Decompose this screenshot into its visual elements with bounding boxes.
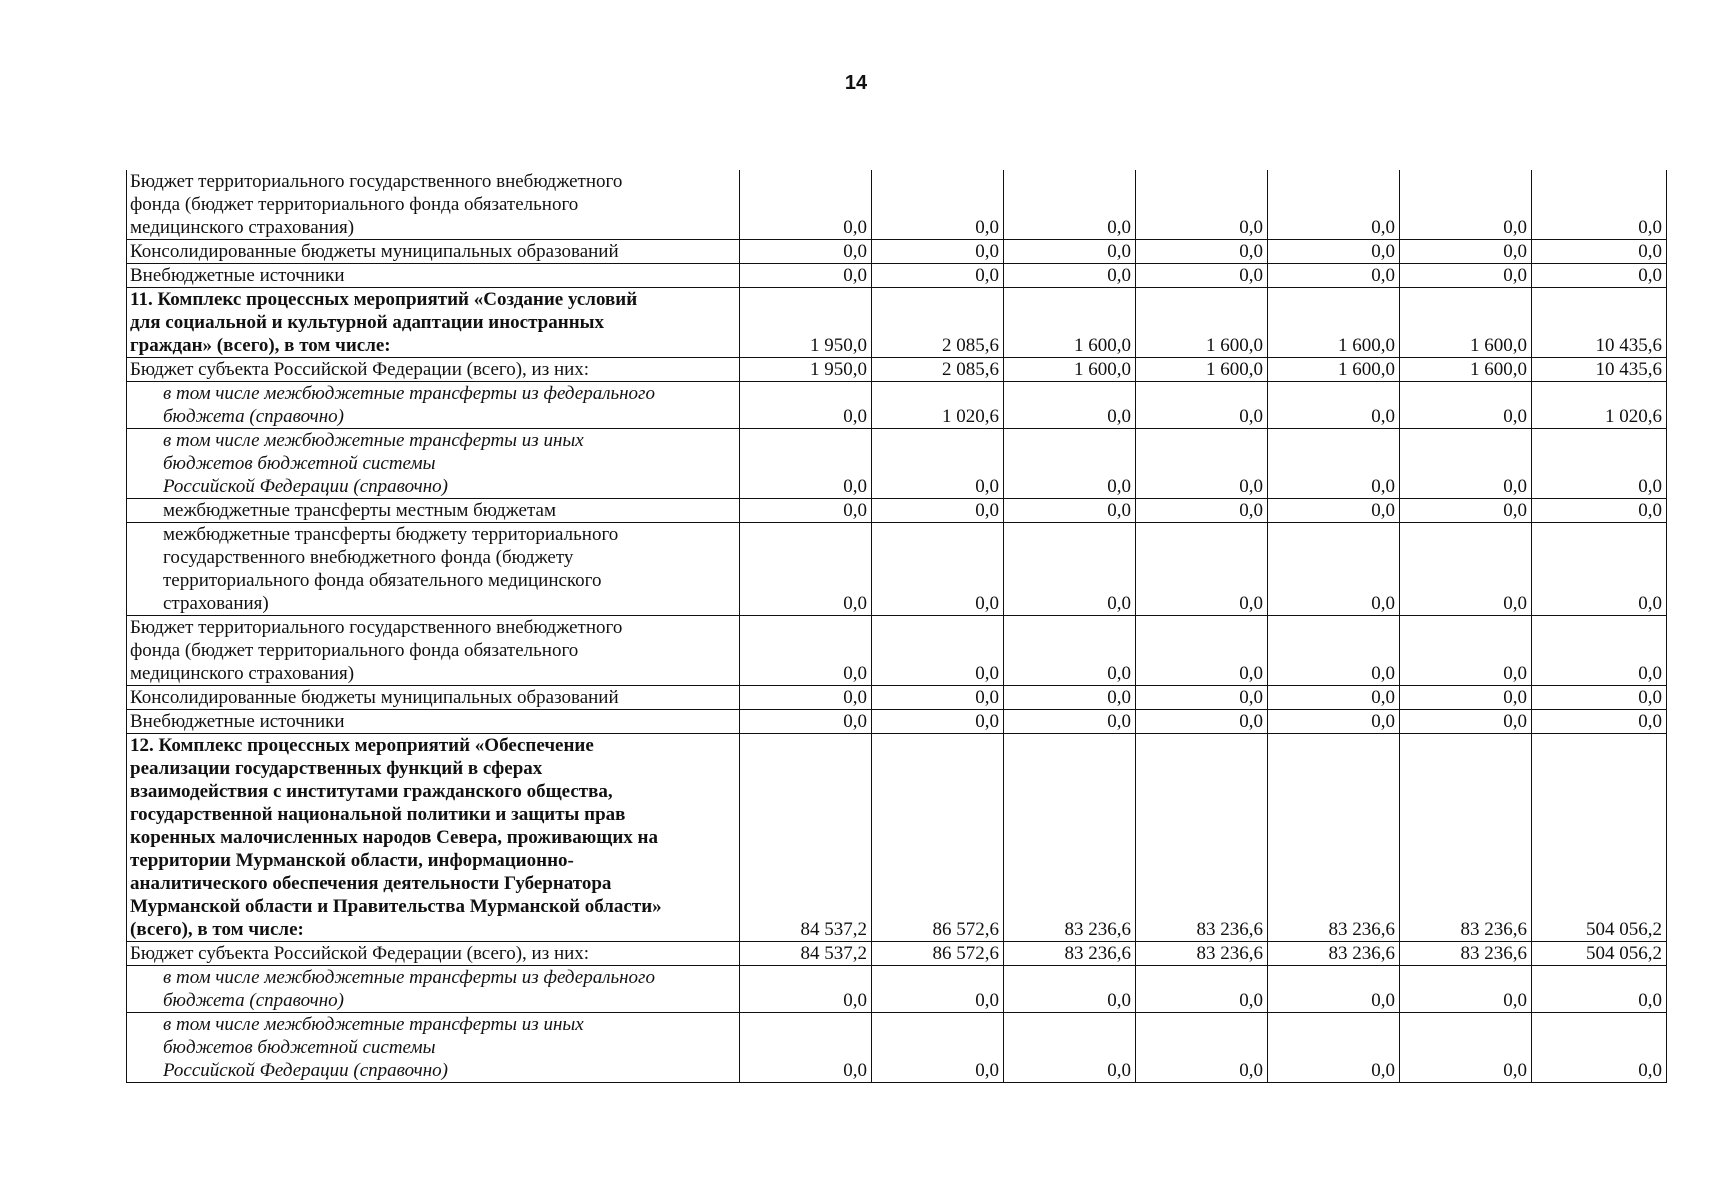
budget-table-body	[127, 170, 1667, 1083]
total-value-cell: 0,0	[1532, 616, 1667, 686]
year-value-cell: 0,0	[1136, 966, 1268, 1013]
total-value-cell: 0,0	[1532, 499, 1667, 523]
row-label-cell	[127, 264, 740, 288]
row-label-line: 11. Комплекс процессных мероприятий «Создание условий	[130, 289, 638, 310]
year-value-cell: 0,0	[1136, 616, 1268, 686]
row-label-cell	[127, 358, 740, 382]
year-value-cell: 0,0	[1004, 966, 1136, 1013]
year-value-cell: 0,0	[1400, 686, 1532, 710]
year-value-cell: 0,0	[872, 264, 1004, 288]
table-row	[127, 170, 1667, 240]
row-label-line: Бюджет территориального государственного внебюджетного	[130, 617, 623, 638]
row-label-line: взаимодействия с институтами гражданского общества,	[130, 781, 613, 802]
total-value-cell: 0,0	[1532, 170, 1667, 240]
row-label-line: Мурманской области и Правительства Мурманской области»	[130, 896, 662, 917]
row-label-line: Бюджет территориального государственного внебюджетного	[130, 171, 623, 192]
year-value-cell: 0,0	[872, 966, 1004, 1013]
year-value-cell: 1 600,0	[1400, 358, 1532, 382]
year-value-cell: 0,0	[1136, 382, 1268, 429]
row-label-cell	[127, 429, 740, 499]
year-value-cell: 0,0	[740, 429, 872, 499]
year-value-cell: 0,0	[872, 1013, 1004, 1083]
year-value-cell: 0,0	[740, 710, 872, 734]
row-label-cell	[127, 288, 740, 358]
row-label-line: для социальной и культурной адаптации иностранных	[130, 312, 604, 333]
table-row	[127, 429, 1667, 499]
row-label-line: медицинского страхования)	[130, 217, 355, 238]
year-value-cell: 0,0	[1136, 240, 1268, 264]
table-row	[127, 499, 1667, 523]
year-value-cell: 84 537,2	[740, 734, 872, 942]
total-value-cell: 10 435,6	[1532, 288, 1667, 358]
year-value-cell: 83 236,6	[1004, 942, 1136, 966]
row-label-line: в том числе межбюджетные трансферты из иных	[163, 430, 584, 451]
row-label-line: аналитического обеспечения деятельности Губернатора	[130, 873, 612, 894]
table-row	[127, 264, 1667, 288]
year-value-cell: 0,0	[872, 240, 1004, 264]
year-value-cell: 0,0	[740, 1013, 872, 1083]
year-value-cell: 0,0	[1268, 264, 1400, 288]
year-value-cell: 0,0	[872, 429, 1004, 499]
total-value-cell: 1 020,6	[1532, 382, 1667, 429]
year-value-cell: 0,0	[740, 966, 872, 1013]
year-value-cell: 0,0	[1136, 523, 1268, 616]
year-value-cell: 0,0	[1268, 523, 1400, 616]
year-value-cell: 83 236,6	[1136, 942, 1268, 966]
total-value-cell: 0,0	[1532, 240, 1667, 264]
year-value-cell: 0,0	[1004, 429, 1136, 499]
year-value-cell: 83 236,6	[1268, 942, 1400, 966]
table-row	[127, 1013, 1667, 1083]
year-value-cell: 0,0	[1268, 1013, 1400, 1083]
year-value-cell: 86 572,6	[872, 734, 1004, 942]
year-value-cell: 0,0	[1004, 686, 1136, 710]
row-label-line: Бюджет субъекта Российской Федерации (всего), из них:	[130, 943, 590, 964]
year-value-cell: 0,0	[740, 264, 872, 288]
row-label-line: реализации государственных функций в сферах	[130, 758, 543, 779]
total-value-cell: 0,0	[1532, 686, 1667, 710]
budget-table	[126, 170, 1667, 1083]
year-value-cell: 0,0	[1136, 264, 1268, 288]
year-value-cell: 0,0	[1268, 170, 1400, 240]
table-row	[127, 240, 1667, 264]
row-label-line: (всего), в том числе:	[130, 919, 304, 940]
row-label-line: бюджетов бюджетной системы	[163, 453, 436, 474]
table-row	[127, 734, 1667, 942]
table-row	[127, 523, 1667, 616]
row-label-line: межбюджетные трансферты местным бюджетам	[163, 500, 556, 521]
year-value-cell: 0,0	[1004, 523, 1136, 616]
row-label-cell	[127, 382, 740, 429]
table-row	[127, 710, 1667, 734]
year-value-cell: 0,0	[872, 499, 1004, 523]
year-value-cell: 0,0	[740, 523, 872, 616]
year-value-cell: 0,0	[1004, 616, 1136, 686]
row-label-line: бюджета (справочно)	[163, 406, 344, 427]
table-row	[127, 942, 1667, 966]
row-label-line: государственного внебюджетного фонда (бюджету	[163, 547, 574, 568]
row-label-cell	[127, 734, 740, 942]
row-label-line: бюджетов бюджетной системы	[163, 1037, 436, 1058]
year-value-cell: 0,0	[1136, 429, 1268, 499]
table-row	[127, 382, 1667, 429]
year-value-cell: 83 236,6	[1268, 734, 1400, 942]
year-value-cell: 1 600,0	[1004, 358, 1136, 382]
year-value-cell: 0,0	[1268, 382, 1400, 429]
year-value-cell: 83 236,6	[1400, 734, 1532, 942]
year-value-cell: 0,0	[1400, 966, 1532, 1013]
year-value-cell: 0,0	[1400, 616, 1532, 686]
year-value-cell: 0,0	[872, 710, 1004, 734]
year-value-cell: 84 537,2	[740, 942, 872, 966]
year-value-cell: 2 085,6	[872, 358, 1004, 382]
year-value-cell: 0,0	[1268, 499, 1400, 523]
year-value-cell: 83 236,6	[1136, 734, 1268, 942]
year-value-cell: 0,0	[1268, 710, 1400, 734]
year-value-cell: 0,0	[1400, 1013, 1532, 1083]
row-label-cell	[127, 499, 740, 523]
year-value-cell: 0,0	[1400, 710, 1532, 734]
year-value-cell: 0,0	[740, 240, 872, 264]
year-value-cell: 0,0	[1004, 710, 1136, 734]
total-value-cell: 0,0	[1532, 966, 1667, 1013]
row-label-line: фонда (бюджет территориального фонда обязательного	[130, 640, 579, 661]
total-value-cell: 504 056,2	[1532, 942, 1667, 966]
row-label-cell	[127, 1013, 740, 1083]
row-label-line: государственной национальной политики и защиты прав	[130, 804, 626, 825]
year-value-cell: 0,0	[1400, 429, 1532, 499]
table-row	[127, 358, 1667, 382]
year-value-cell: 0,0	[1136, 499, 1268, 523]
row-label-line: граждан» (всего), в том числе:	[130, 335, 391, 356]
year-value-cell: 0,0	[1004, 499, 1136, 523]
row-label-line: территории Мурманской области, информационно-	[130, 850, 574, 871]
row-label-line: медицинского страхования)	[130, 663, 355, 684]
year-value-cell: 0,0	[1400, 240, 1532, 264]
row-label-cell	[127, 966, 740, 1013]
total-value-cell: 0,0	[1532, 523, 1667, 616]
year-value-cell: 0,0	[1400, 523, 1532, 616]
year-value-cell: 0,0	[1268, 429, 1400, 499]
row-label-line: бюджета (справочно)	[163, 990, 344, 1011]
row-label-cell	[127, 686, 740, 710]
row-label-cell	[127, 240, 740, 264]
year-value-cell: 1 950,0	[740, 358, 872, 382]
year-value-cell: 0,0	[1004, 170, 1136, 240]
total-value-cell: 0,0	[1532, 710, 1667, 734]
year-value-cell: 1 600,0	[1400, 288, 1532, 358]
year-value-cell: 83 236,6	[1400, 942, 1532, 966]
year-value-cell: 1 600,0	[1004, 288, 1136, 358]
row-label-line: 12. Комплекс процессных мероприятий «Обеспечение	[130, 735, 594, 756]
year-value-cell: 2 085,6	[872, 288, 1004, 358]
year-value-cell: 83 236,6	[1004, 734, 1136, 942]
year-value-cell: 0,0	[740, 686, 872, 710]
row-label-line: Консолидированные бюджеты муниципальных образований	[130, 241, 619, 262]
year-value-cell: 0,0	[1400, 170, 1532, 240]
year-value-cell: 0,0	[1400, 499, 1532, 523]
year-value-cell: 0,0	[872, 170, 1004, 240]
row-label-line: Внебюджетные источники	[130, 711, 345, 732]
year-value-cell: 0,0	[872, 686, 1004, 710]
row-label-line: Бюджет субъекта Российской Федерации (всего), из них:	[130, 359, 590, 380]
year-value-cell: 0,0	[1004, 382, 1136, 429]
row-label-cell	[127, 710, 740, 734]
table-row	[127, 616, 1667, 686]
year-value-cell: 86 572,6	[872, 942, 1004, 966]
year-value-cell: 1 600,0	[1268, 288, 1400, 358]
year-value-cell: 1 600,0	[1268, 358, 1400, 382]
page-number: 14	[844, 72, 868, 94]
row-label-line: в том числе межбюджетные трансферты из федерального	[163, 383, 655, 404]
row-label-line: Российской Федерации (справочно)	[163, 1060, 448, 1081]
year-value-cell: 0,0	[1268, 686, 1400, 710]
year-value-cell: 0,0	[1400, 264, 1532, 288]
year-value-cell: 0,0	[1004, 240, 1136, 264]
row-label-line: коренных малочисленных народов Севера, проживающих на	[130, 827, 658, 848]
table-row	[127, 966, 1667, 1013]
total-value-cell: 504 056,2	[1532, 734, 1667, 942]
row-label-line: территориального фонда обязательного медицинского	[163, 570, 602, 591]
year-value-cell: 0,0	[1136, 1013, 1268, 1083]
year-value-cell: 0,0	[1268, 616, 1400, 686]
year-value-cell: 0,0	[1400, 382, 1532, 429]
row-label-line: межбюджетные трансферты бюджету территориального	[163, 524, 619, 545]
year-value-cell: 0,0	[740, 170, 872, 240]
table-row	[127, 288, 1667, 358]
year-value-cell: 0,0	[1268, 966, 1400, 1013]
row-label-line: в том числе межбюджетные трансферты из иных	[163, 1014, 584, 1035]
year-value-cell: 0,0	[1268, 240, 1400, 264]
year-value-cell: 0,0	[1004, 264, 1136, 288]
row-label-line: Консолидированные бюджеты муниципальных образований	[130, 687, 619, 708]
row-label-cell	[127, 523, 740, 616]
row-label-cell	[127, 170, 740, 240]
row-label-line: в том числе межбюджетные трансферты из федерального	[163, 967, 655, 988]
total-value-cell: 0,0	[1532, 1013, 1667, 1083]
row-label-line: Российской Федерации (справочно)	[163, 476, 448, 497]
year-value-cell: 0,0	[1136, 686, 1268, 710]
total-value-cell: 10 435,6	[1532, 358, 1667, 382]
year-value-cell: 0,0	[740, 382, 872, 429]
total-value-cell: 0,0	[1532, 429, 1667, 499]
year-value-cell: 0,0	[1004, 1013, 1136, 1083]
row-label-cell	[127, 942, 740, 966]
year-value-cell: 0,0	[872, 523, 1004, 616]
year-value-cell: 1 600,0	[1136, 358, 1268, 382]
year-value-cell: 0,0	[1136, 710, 1268, 734]
row-label-line: страхования)	[163, 593, 269, 614]
year-value-cell: 1 600,0	[1136, 288, 1268, 358]
year-value-cell: 1 950,0	[740, 288, 872, 358]
table-row	[127, 686, 1667, 710]
year-value-cell: 0,0	[1136, 170, 1268, 240]
year-value-cell: 0,0	[740, 616, 872, 686]
row-label-cell	[127, 616, 740, 686]
row-label-line: Внебюджетные источники	[130, 265, 345, 286]
total-value-cell: 0,0	[1532, 264, 1667, 288]
year-value-cell: 1 020,6	[872, 382, 1004, 429]
row-label-line: фонда (бюджет территориального фонда обязательного	[130, 194, 579, 215]
year-value-cell: 0,0	[872, 616, 1004, 686]
year-value-cell: 0,0	[740, 499, 872, 523]
